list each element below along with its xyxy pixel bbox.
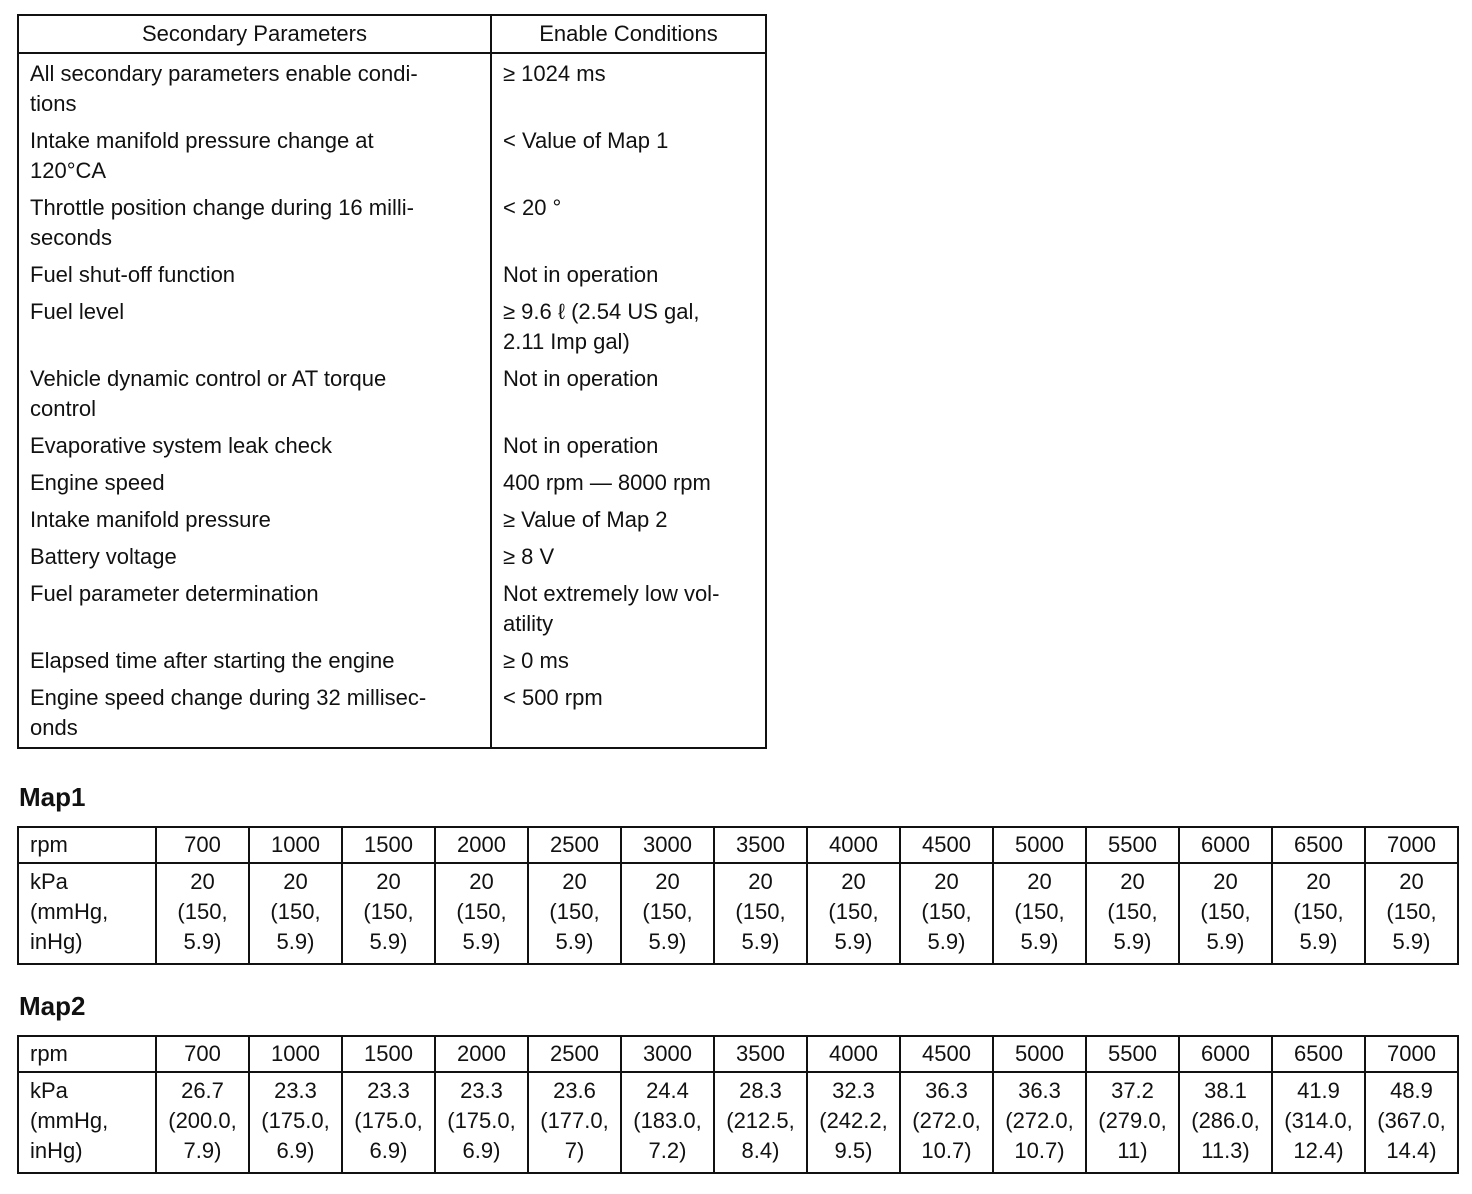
parameter-cell — [18, 123, 491, 190]
text-line: (150, — [270, 899, 321, 924]
text-line: 20 — [1306, 869, 1331, 894]
text-line: 6.9) — [369, 1138, 408, 1163]
enable-conditions-table — [17, 14, 767, 749]
text-line: seconds — [30, 225, 112, 250]
text-line: < 20 ° — [503, 195, 562, 220]
text-line: 2.11 Imp gal) — [503, 329, 630, 354]
rpm-cell: 700 — [156, 827, 249, 863]
text-line: 7.2) — [648, 1138, 687, 1163]
rpm-cell: 3000 — [621, 1036, 714, 1072]
text-line: 37.2 — [1111, 1078, 1154, 1103]
text-line: (150, — [1107, 899, 1158, 924]
map1-title: Map1 — [19, 782, 86, 812]
pressure-cell — [249, 1072, 342, 1173]
text-line: Fuel shut-off function — [30, 262, 236, 287]
text-line: (150, — [1293, 899, 1344, 924]
text-line: (212.5, — [726, 1108, 795, 1133]
text-line: 11.3) — [1201, 1138, 1250, 1163]
rpm-cell: 3000 — [621, 827, 714, 863]
pressure-label — [18, 1072, 156, 1173]
text-line: (183.0, — [633, 1108, 702, 1133]
text-line: Engine speed — [30, 470, 165, 495]
pressure-row — [18, 1072, 1458, 1173]
pressure-cell — [807, 1072, 900, 1173]
condition-cell — [491, 361, 766, 428]
text-line: 48.9 — [1390, 1078, 1433, 1103]
header-secondary-parameters: Secondary Parameters — [18, 15, 491, 53]
text-line: 20 — [655, 869, 680, 894]
rpm-cell: 1000 — [249, 1036, 342, 1072]
text-line: (242.2, — [819, 1108, 888, 1133]
text-line: (175.0, — [354, 1108, 423, 1133]
text-line: 5.9) — [1206, 929, 1245, 954]
rpm-row — [18, 1036, 1458, 1072]
text-line: 5.9) — [555, 929, 594, 954]
rpm-cell: 1500 — [342, 1036, 435, 1072]
text-line: < Value of Map 1 — [503, 128, 669, 153]
text-line: (367.0, — [1377, 1108, 1446, 1133]
text-line: 5.9) — [369, 929, 408, 954]
text-line: 10.7) — [921, 1138, 972, 1163]
parameter-cell — [18, 680, 491, 748]
text-line: onds — [30, 715, 78, 740]
condition-cell — [491, 680, 766, 748]
parameter-cell — [18, 294, 491, 361]
condition-cell — [491, 643, 766, 680]
table-row — [18, 643, 766, 680]
text-line: 12.4) — [1293, 1138, 1344, 1163]
text-line: Fuel level — [30, 299, 125, 324]
rpm-cell: 2500 — [528, 1036, 621, 1072]
condition-cell — [491, 190, 766, 257]
text-line: ≥ 8 V — [503, 544, 555, 569]
rpm-cell: 6000 — [1179, 1036, 1272, 1072]
text-line: 5.9) — [1299, 929, 1338, 954]
text-line: 20 — [283, 869, 308, 894]
text-line: 7.9) — [183, 1138, 222, 1163]
text-line: 7) — [564, 1138, 585, 1163]
text-line: (150, — [642, 899, 693, 924]
pressure-cell — [1272, 1072, 1365, 1173]
text-line: (mmHg, — [30, 899, 109, 924]
text-line: (150, — [1200, 899, 1251, 924]
text-line: ≥ Value of Map 2 — [503, 507, 668, 532]
text-line: All secondary parameters enable condi- — [30, 61, 418, 86]
text-line: control — [30, 396, 97, 421]
text-line: Battery voltage — [30, 544, 177, 569]
text-line: 5.9) — [1113, 929, 1152, 954]
text-line: ≥ 9.6 ℓ (2.54 US gal, — [503, 299, 700, 324]
text-line: Intake manifold pressure change at — [30, 128, 374, 153]
rpm-cell: 1000 — [249, 827, 342, 863]
pressure-cell — [249, 863, 342, 964]
rpm-cell: 3500 — [714, 1036, 807, 1072]
parameter-cell — [18, 257, 491, 294]
header-enable-conditions: Enable Conditions — [491, 15, 766, 53]
pressure-cell — [1272, 863, 1365, 964]
text-line: 26.7 — [181, 1078, 224, 1103]
condition-cell — [491, 539, 766, 576]
text-line: (272.0, — [1005, 1108, 1074, 1133]
text-line: 23.3 — [367, 1078, 410, 1103]
rpm-cell: 4000 — [807, 827, 900, 863]
text-line: 5.9) — [834, 929, 873, 954]
rpm-cell: 7000 — [1365, 827, 1458, 863]
text-line: Throttle position change during 16 milli- — [30, 195, 414, 220]
rpm-label: rpm — [18, 1036, 156, 1072]
condition-cell — [491, 465, 766, 502]
pressure-cell — [528, 1072, 621, 1173]
text-line: Not extremely low vol- — [503, 581, 720, 606]
text-line: (286.0, — [1191, 1108, 1260, 1133]
text-line: tions — [30, 91, 77, 116]
pressure-cell — [900, 863, 993, 964]
parameter-cell — [18, 576, 491, 643]
text-line: inHg) — [30, 1138, 83, 1163]
text-line: 23.6 — [553, 1078, 596, 1103]
rpm-label: rpm — [18, 827, 156, 863]
pressure-cell — [1086, 1072, 1179, 1173]
table-row — [18, 502, 766, 539]
text-line: 41.9 — [1297, 1078, 1340, 1103]
pressure-cell — [993, 863, 1086, 964]
text-line: Vehicle dynamic control or AT torque — [30, 366, 387, 391]
rpm-cell: 4000 — [807, 1036, 900, 1072]
text-line: (314.0, — [1284, 1108, 1353, 1133]
table-row — [18, 123, 766, 190]
text-line: 9.5) — [834, 1138, 873, 1163]
text-line: Not in operation — [503, 262, 659, 287]
pressure-cell — [156, 863, 249, 964]
text-line: atility — [503, 611, 554, 636]
text-line: (200.0, — [168, 1108, 237, 1133]
rpm-cell: 6500 — [1272, 1036, 1365, 1072]
text-line: (272.0, — [912, 1108, 981, 1133]
text-line: (150, — [921, 899, 972, 924]
pressure-cell — [621, 1072, 714, 1173]
pressure-cell — [435, 863, 528, 964]
text-line: Not in operation — [503, 433, 659, 458]
text-line: 5.9) — [183, 929, 222, 954]
text-line: (150, — [177, 899, 228, 924]
pressure-cell — [1179, 1072, 1272, 1173]
condition-cell — [491, 257, 766, 294]
table-row — [18, 190, 766, 257]
pressure-cell — [993, 1072, 1086, 1173]
parameter-cell — [18, 361, 491, 428]
rpm-cell: 4500 — [900, 827, 993, 863]
pressure-cell — [1365, 863, 1458, 964]
table-row — [18, 294, 766, 361]
text-line: Engine speed change during 32 millisec- — [30, 685, 427, 710]
text-line: (150, — [1014, 899, 1065, 924]
text-line: 400 rpm — 8000 rpm — [503, 470, 711, 495]
text-line: (175.0, — [261, 1108, 330, 1133]
text-line: 28.3 — [739, 1078, 782, 1103]
text-line: Evaporative system leak check — [30, 433, 333, 458]
table-row — [18, 539, 766, 576]
text-line: 23.3 — [460, 1078, 503, 1103]
text-line: ≥ 1024 ms — [503, 61, 606, 86]
text-line: 5.9) — [648, 929, 687, 954]
text-line: 8.4) — [741, 1138, 780, 1163]
pressure-row — [18, 863, 1458, 964]
text-line: 5.9) — [1020, 929, 1059, 954]
text-line: 11) — [1117, 1138, 1148, 1163]
pressure-cell — [1365, 1072, 1458, 1173]
text-line: inHg) — [30, 929, 83, 954]
text-line: 120°CA — [30, 158, 107, 183]
table-row — [18, 576, 766, 643]
rpm-cell: 1500 — [342, 827, 435, 863]
text-line: (150, — [363, 899, 414, 924]
rpm-row — [18, 827, 1458, 863]
text-line: 20 — [562, 869, 587, 894]
rpm-cell: 6000 — [1179, 827, 1272, 863]
text-line: (177.0, — [540, 1108, 609, 1133]
text-line: (150, — [828, 899, 879, 924]
pressure-cell — [342, 863, 435, 964]
text-line: kPa — [30, 869, 68, 894]
text-line: (175.0, — [447, 1108, 516, 1133]
text-line: Elapsed time after starting the engine — [30, 648, 395, 673]
text-line: (mmHg, — [30, 1108, 109, 1133]
pressure-cell — [807, 863, 900, 964]
text-line: 10.7) — [1014, 1138, 1065, 1163]
pressure-cell — [900, 1072, 993, 1173]
rpm-cell: 2500 — [528, 827, 621, 863]
pressure-cell — [435, 1072, 528, 1173]
text-line: 20 — [748, 869, 773, 894]
rpm-cell: 5000 — [993, 827, 1086, 863]
table-header-row — [18, 15, 766, 53]
text-line: 6.9) — [462, 1138, 501, 1163]
text-line: (150, — [735, 899, 786, 924]
text-line: 5.9) — [1392, 929, 1431, 954]
condition-cell — [491, 428, 766, 465]
map2-table — [17, 1035, 1459, 1174]
parameter-cell — [18, 539, 491, 576]
rpm-cell: 5500 — [1086, 1036, 1179, 1072]
map1-body — [18, 827, 1458, 964]
condition-cell — [491, 53, 766, 123]
text-line: 5.9) — [276, 929, 315, 954]
table-row — [18, 465, 766, 502]
text-line: (150, — [549, 899, 600, 924]
text-line: 36.3 — [925, 1078, 968, 1103]
text-line: Fuel parameter determination — [30, 581, 319, 606]
text-line: 20 — [1027, 869, 1052, 894]
pressure-cell — [156, 1072, 249, 1173]
text-line: 20 — [190, 869, 215, 894]
rpm-cell: 2000 — [435, 827, 528, 863]
text-line: ≥ 0 ms — [503, 648, 569, 673]
rpm-cell: 2000 — [435, 1036, 528, 1072]
text-line: Intake manifold pressure — [30, 507, 271, 532]
text-line: 5.9) — [927, 929, 966, 954]
pressure-cell — [621, 863, 714, 964]
text-line: (150, — [456, 899, 507, 924]
map2-body — [18, 1036, 1458, 1173]
condition-cell — [491, 502, 766, 539]
text-line: 20 — [1213, 869, 1238, 894]
parameter-cell — [18, 190, 491, 257]
rpm-cell: 5500 — [1086, 827, 1179, 863]
rpm-cell: 3500 — [714, 827, 807, 863]
rpm-cell: 6500 — [1272, 827, 1365, 863]
table-row — [18, 257, 766, 294]
text-line: (279.0, — [1098, 1108, 1167, 1133]
text-line: 24.4 — [646, 1078, 689, 1103]
map2-title: Map2 — [19, 991, 86, 1021]
pressure-cell — [714, 1072, 807, 1173]
text-line: 20 — [376, 869, 401, 894]
pressure-cell — [714, 863, 807, 964]
map1-table — [17, 826, 1459, 965]
pressure-cell — [1086, 863, 1179, 964]
text-line: < 500 rpm — [503, 685, 603, 710]
rpm-cell: 4500 — [900, 1036, 993, 1072]
rpm-cell: 5000 — [993, 1036, 1086, 1072]
parameter-cell — [18, 502, 491, 539]
pressure-cell — [528, 863, 621, 964]
text-line: 5.9) — [462, 929, 501, 954]
text-line: 38.1 — [1204, 1078, 1247, 1103]
text-line: 20 — [1120, 869, 1145, 894]
text-line: 20 — [469, 869, 494, 894]
condition-cell — [491, 576, 766, 643]
text-line: 6.9) — [276, 1138, 315, 1163]
text-line: (150, — [1386, 899, 1437, 924]
parameter-cell — [18, 465, 491, 502]
table-row — [18, 361, 766, 428]
rpm-cell: 700 — [156, 1036, 249, 1072]
text-line: 36.3 — [1018, 1078, 1061, 1103]
table-row — [18, 428, 766, 465]
parameter-cell — [18, 53, 491, 123]
pressure-label — [18, 863, 156, 964]
text-line: 20 — [841, 869, 866, 894]
conditions-body — [18, 53, 766, 748]
text-line: 20 — [934, 869, 959, 894]
rpm-cell: 7000 — [1365, 1036, 1458, 1072]
text-line: 23.3 — [274, 1078, 317, 1103]
parameter-cell — [18, 643, 491, 680]
table-row — [18, 680, 766, 748]
text-line: 32.3 — [832, 1078, 875, 1103]
text-line: 20 — [1399, 869, 1424, 894]
text-line: kPa — [30, 1078, 68, 1103]
parameter-cell — [18, 428, 491, 465]
condition-cell — [491, 123, 766, 190]
text-line: 5.9) — [741, 929, 780, 954]
pressure-cell — [1179, 863, 1272, 964]
text-line: 14.4) — [1386, 1138, 1437, 1163]
condition-cell — [491, 294, 766, 361]
pressure-cell — [342, 1072, 435, 1173]
text-line: Not in operation — [503, 366, 659, 391]
table-row — [18, 53, 766, 123]
